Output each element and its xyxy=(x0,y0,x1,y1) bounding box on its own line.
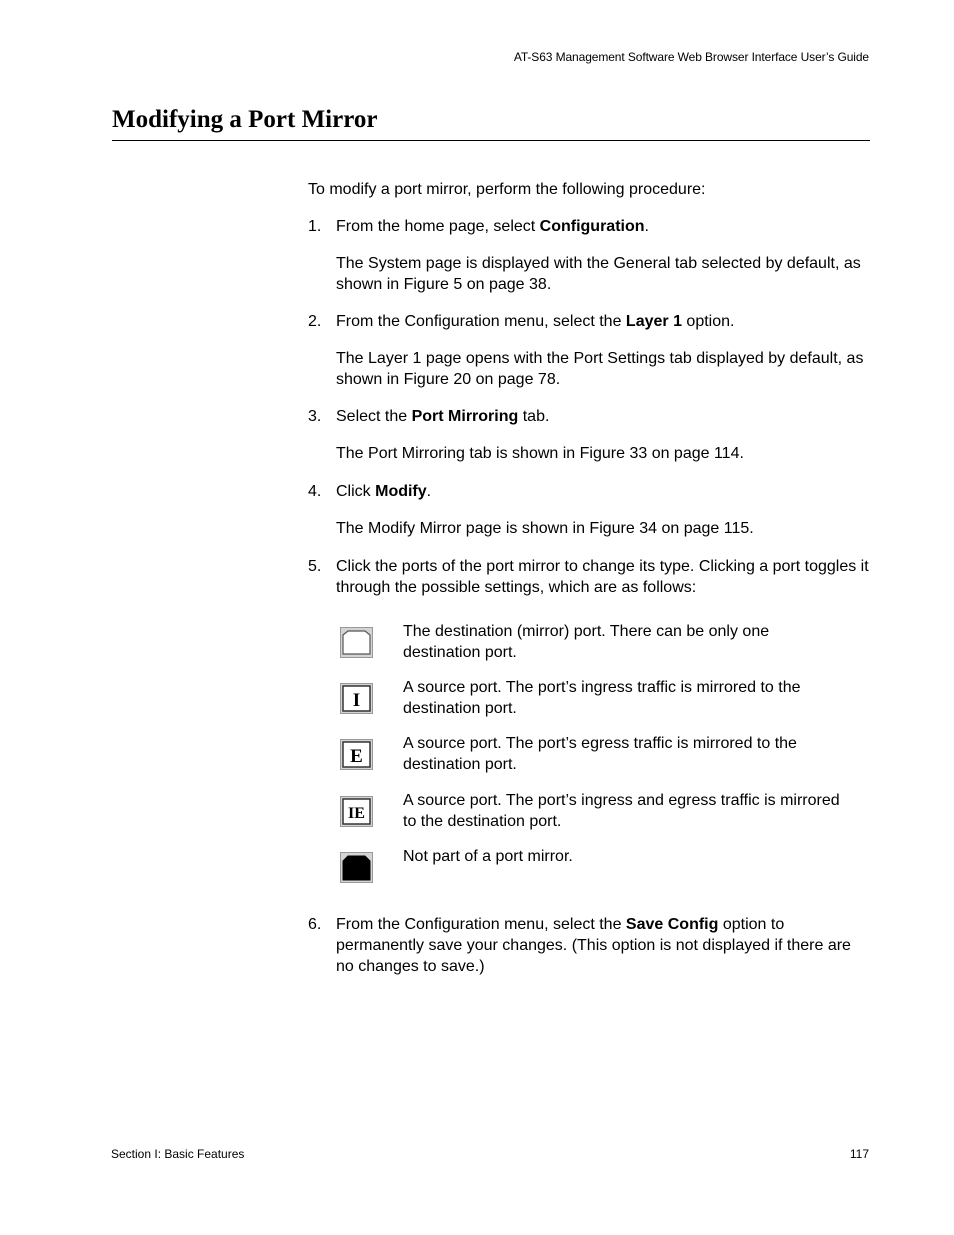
step-number: 1. xyxy=(308,218,322,235)
step-3-text: Select the Port Mirroring tab. xyxy=(336,408,550,425)
step-number: 5. xyxy=(308,558,322,575)
port-destination-icon xyxy=(340,627,373,658)
step-4-note: The Modify Mirror page is shown in Figure 34 on page 115. xyxy=(336,520,754,537)
footer-page-number: 117 xyxy=(849,1147,869,1161)
step-number: 3. xyxy=(308,408,322,425)
port-ingress-egress-icon xyxy=(340,796,373,827)
step-4-text: Click Modify. xyxy=(336,483,432,500)
step-number: 4. xyxy=(308,483,322,500)
port-egress-icon xyxy=(340,739,373,770)
intro-text: To modify a port mirror, perform the following procedure: xyxy=(308,181,706,198)
port-ingress-label: I xyxy=(352,690,361,711)
step-4-bold: Modify xyxy=(375,483,427,500)
step-6-text: From the Configuration menu, select the Save Config option to permanently save your changes. (This option is not displayed if there are no changes to save.) xyxy=(336,916,851,975)
step-3-note: The Port Mirroring tab is shown in Figure 33 on page 114. xyxy=(336,445,744,462)
title-rule xyxy=(112,140,870,141)
step-number: 2. xyxy=(308,313,322,330)
port-not-mirrored-description: Not part of a port mirror. xyxy=(403,848,573,865)
step-2-text: From the Configuration menu, select the Layer 1 option. xyxy=(336,313,735,330)
footer-section: Section I: Basic Features xyxy=(111,1147,245,1161)
step-1-text: From the home page, select Configuration. xyxy=(336,218,649,235)
port-not-mirrored-icon xyxy=(340,852,373,883)
port-ingress-egress-label: IE xyxy=(348,805,365,822)
port-ingress-egress-description: A source port. The port’s ingress and egress traffic is mirrored to the destination port. xyxy=(403,792,840,830)
step-2-note: The Layer 1 page opens with the Port Settings tab displayed by default, as shown in Figure 20 on page 78. xyxy=(336,350,864,388)
step-3-bold: Port Mirroring xyxy=(411,408,519,425)
page-title: Modifying a Port Mirror xyxy=(112,106,378,133)
running-header: AT-S63 Management Software Web Browser Interface User’s Guide xyxy=(513,50,869,64)
step-1-bold: Configuration xyxy=(539,218,645,235)
port-destination-description: The destination (mirror) port. There can be only one destination port. xyxy=(403,623,770,661)
step-5-text: Click the ports of the port mirror to change its type. Clicking a port toggles it through the possible settings, which are as follows: xyxy=(336,558,869,596)
step-6-bold: Save Config xyxy=(625,916,719,933)
port-ingress-description: A source port. The port’s ingress traffic is mirrored to the destination port. xyxy=(403,679,801,717)
port-egress-label: E xyxy=(350,746,363,767)
port-ingress-icon xyxy=(340,683,373,714)
port-egress-description: A source port. The port’s egress traffic is mirrored to the destination port. xyxy=(403,735,797,773)
step-2-bold: Layer 1 xyxy=(625,313,682,330)
step-1-note: The System page is displayed with the General tab selected by default, as shown in Figure 5 on page 38. xyxy=(336,255,861,293)
step-number: 6. xyxy=(308,916,322,933)
